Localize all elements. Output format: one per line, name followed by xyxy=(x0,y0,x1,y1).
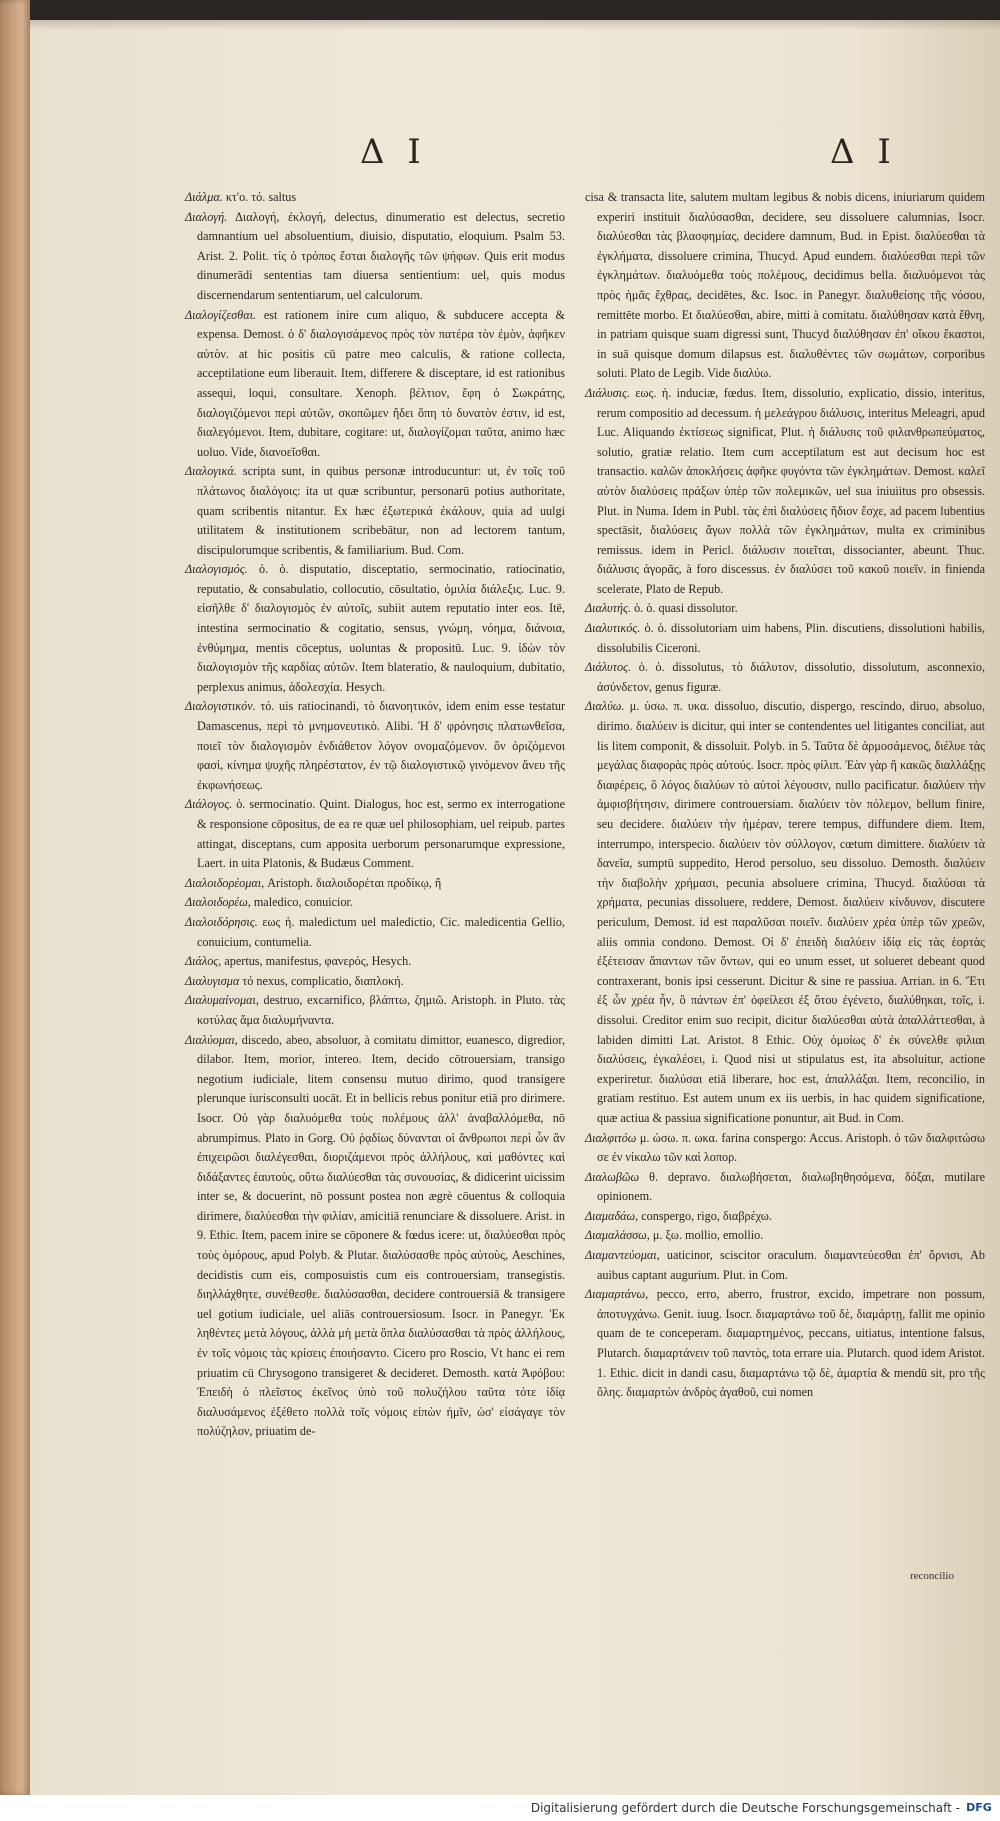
dictionary-entry xyxy=(585,658,985,697)
running-head-left: Δ Ι xyxy=(360,132,427,172)
dictionary-entry xyxy=(185,893,565,913)
entry-lemma: Διαμαντεύομαι, xyxy=(585,1248,660,1263)
entry-lemma: Διάλος, xyxy=(185,954,222,969)
entry-lemma: Διαλοιδόρησις. xyxy=(185,914,258,929)
entry-text: apertus, manifestus, φανερός, Hesych. xyxy=(224,954,412,969)
dictionary-entry xyxy=(185,560,565,697)
dictionary-entry xyxy=(585,1129,985,1168)
entry-text: scripta sunt, in quibus personæ introducuntur: ut, ἐν τοῖς τοῦ πλάτωνος διαλόγοις: ita ut quæ scribuntur, personarū potius authoritate, quam scribentis nitantur. Ex hæc ἐξωτερικά ἐκάλουν, quia ad uulgi utilitatem & institutionem scribebātur, non ad lectorem tantum, discipulorumque scribentis, & familiarium. Bud. Com. xyxy=(197,464,565,557)
dictionary-entry xyxy=(585,599,985,619)
catchword: reconcilio xyxy=(910,1570,954,1582)
book-edge-texture xyxy=(0,0,30,1795)
entry-lemma: Διαλύω. xyxy=(585,699,625,714)
entry-text: ὁ. ὁ. quasi dissolutor. xyxy=(634,601,738,616)
dictionary-entry xyxy=(585,384,985,600)
dictionary-entry xyxy=(585,1285,985,1403)
entry-lemma: Διάλμα. xyxy=(185,190,223,204)
entry-lemma: Διαλογιστικόν. xyxy=(185,699,256,714)
entry-text: ὁ. sermocinatio. Quint. Dialogus, hoc est, sermo ex interrogatione & responsione cōpositus, de ea re quæ uel philosophiam, uel reipub. partes attingat, disceptans, cum apposita uerborum personarumque expressione, Laert. in uita Platonis, & Budæus Comment. xyxy=(197,797,566,871)
dictionary-entry xyxy=(185,697,565,795)
running-head-right: Δ Ι xyxy=(830,132,897,172)
entry-lemma: Διαλφιτόω xyxy=(585,1130,637,1145)
dictionary-entry xyxy=(185,874,565,894)
dictionary-entry xyxy=(185,1031,565,1442)
entry-text: μ. ξω. mollio, emollio. xyxy=(652,1228,764,1243)
entry-lemma: Διάλογος. xyxy=(185,797,233,812)
dictionary-entry xyxy=(185,188,565,208)
entry-lemma: Διαλογισμός. xyxy=(185,562,248,577)
entry-lemma: Διαμαδάω, xyxy=(585,1208,639,1223)
dictionary-entry xyxy=(585,1246,985,1285)
entry-lemma: Διαλωβῶω xyxy=(585,1169,640,1184)
entry-text: εως. ἡ. induciæ, fœdus. Item, dissolutio, explicatio, dissio, interitus, rerum compositio ad decessum. ἡ μελεάγρου διάλυσις, interitus Meleagri, apud Luc. Aliquando ἐκτίσεως significat, Plut. ἡ διάλυσις τοῦ φιλανθρωπεύματος, solutio, gratiæ relatio. Item cum acceptilatum est aut decisum hoc est transactio. καλῶν ἀποκλήσεις ἀφῆκε φυγόντα τῶν ἐγκλημάτων. Demost. καλεῖ αὐτὸν διαλύσεις πράξων ὑπὲρ τῶν πολεμικῶν, uel sua iniuiitus pro obsessis. Plut. in Numa. Idem in Publ. τὰς ἐπὶ διαλύσεις ἥδιον ἔσχε, ad pacem lubentius spectāsit, διαλύσεις ἄγων πολλὰ τῶν ἐγκλημάτων, multa ex criminibus remissus. idem in Pericl. διάλυσιν ποιεῖται, dissocianter, abeunt. Thuc. διάλυσις ἀγορᾶς, à foro discessus. ἐν διαλύσει τοῦ κακοῦ ποιεῖν. in finienda scelerate, Plato de Repub. xyxy=(597,385,986,596)
entry-text: Aristoph. διαλοιδορέται προδίκῳ, ἤ xyxy=(267,875,442,890)
entry-text: τό. uis ratiocinandi, τὸ διανοητικόν, idem enim esse testatur Damascenus, περὶ τὸ μνημονευτικὸ. Alibi. Ἡ δ' φρόνησις πλατωνθεῖσα, ποιεῖ τὸν διαλογισμὸν ἐνδιάθετον λόγον ονομαζόμενον. ὅν ὁριζόμενοι φασὶ, κίνημα ψυχῆς πληρέστατον, ἐν τῷ διαλογιστικῷ γινόμενον ἄνευ τῆς ἐκφωνήσεως. xyxy=(197,699,565,792)
dictionary-page xyxy=(30,20,1000,1795)
dictionary-entry xyxy=(585,697,985,1128)
dictionary-entry xyxy=(185,952,565,972)
book-edge xyxy=(0,0,30,1795)
entry-lemma: Διαλοιδορέομαι, xyxy=(185,875,265,890)
entry-lemma: Διαμαρτάνω, xyxy=(585,1287,649,1302)
dictionary-entry xyxy=(585,1168,985,1207)
entry-lemma: Διαμαλάσσω, xyxy=(585,1228,650,1243)
entry-text: destruo, excarnifico, βλάπτω, ζημιῶ. Aristoph. in Pluto. τὰς κοτύλας ἅμα διαλυμήναντα. xyxy=(197,993,565,1027)
dictionary-entry xyxy=(585,619,985,658)
dictionary-entry xyxy=(185,795,565,873)
entry-text: maledico, conuicior. xyxy=(253,895,353,910)
entry-text: discedo, abeo, absoluor, à comitatu dimittor, euanesco, digredior, dilabor. Item, morior, intereo. Item, decido cōtrouersiam, transigo negotium iudiciale, litem consensu mutuo dirimo, quod transigere plerunque iurisconsulti uocāt. Et in bellicis rebus ponitur etiā pro dirimere. Isocr. Οὐ γὰρ διαλυόμεθα τοὺς πολέμους ἀλλ' ἀναβαλλόμεθα, nō abrumpimus. Plato in Gorg. Οὐ ῥᾳδίως δύνανται οἱ ἄνθρωποι περὶ ὧν ἂν ἐπιχειρῶσι διαλέγεσθαι, διοριζάμενοι πρὸς ἀλλήλους, καὶ μαθόντες καὶ διδάξαντες ἑαυτοὺς, οὕτω διαλύεσθαι τὰς συνουσίας, & didicerint uicissim inter se, & docuerint, nō possunt postea non ægrè cōuentus & colloquia dirimere, διαλύεσθαι τὴν φιλίαν, amicitiā renunciare & dissoluere. Arist. in 9. Ethic. Item, pacem inire se cōponere & fœdus icere: ut, διαλύεσθαι πρὸς τοὺς ὁμόρους, apud Polyb. & Plutar. διαλύσασθε πρὸς αὐτοὺς, Aeschines, decidistis cum eis, composuistis cum eis controuersiam, transegistis. διηλλάχθητε, συνέθεσθε. διαλύσασθαι, decidere controuersiā & transigere uel gotium iudiciale, uel aliās controuersiosum. Isocr. in Panegyr. Ἐκ ληθέντες μετὰ λόγους, ἀλλὰ μὴ μετὰ ὅπλα διαλύσασθαι τὰ πρὸς ἀλλήλους, ἐν τοῖς νόμοις τὰς κρίσεις ἐποιήσαντο. Cicero pro Roscio, Vt hanc ei rem priuatim cū Chrysogono transigeret & decideret. Demosth. κατὰ Ἀφόβου: Ἐπειδὴ ὁ πλεῖστος ἐκεῖνος ὑπὸ τοῦ πολυζήλου ταῦτα τότε ἰδίᾳ διαλυσάμενος ἐξέθετο πολλὰ τοῖς νόμοις εἰπὼν ἡμῖν, ὡσ' εἰσάγαγε τὸν πολύζηλον, priuatim de- xyxy=(197,1032,566,1439)
entry-lemma: Διαλοιδορέω, xyxy=(185,895,251,910)
left-column xyxy=(185,188,565,1442)
entry-text: μ. ώσω. π. ωκα. farina conspergo: Accus. Aristoph. ὁ τῶν διαλφιτώσω σε ἐν νίκαλω τῶν καὶ λοπορ. xyxy=(597,1130,985,1165)
right-column xyxy=(585,188,985,1403)
dictionary-entry xyxy=(185,462,565,560)
entry-lemma: Διαλογή. xyxy=(185,209,228,224)
entry-text: μ. ύσω. π. υκα. dissoluo, discutio, dispergo, rescindo, diruo, absoluo, dirimo. διαλύειν is dicitur, qui inter se contendentes uel litigantes conciliat, aut lis litem componit, & dissoluit. Polyb. in 5. Ταῦτα δὲ ἁρμοσάμενος, διέλυε τὰς μεγάλας διαφορὰς πρὸς αὐτούς. Isocr. πρὸς φίλιπ. Ἐὰν γὰρ ἢ κακῶς διαλλάξῃς διαφέρεις, ὃ λόγος διαλύων τὸ αὐτοὶ λέγουσιν, nullo pacificatur. διαλύειν τὴν ἀμφισβήτησιν, dirimere controuersiam. διαλύειν τὸν πόλεμον, bellum finire, seu decidere. διαλύειν τὴν ἡμέραν, terere tempus, diffundere diem. Item, interrumpo, interspecio. διαλύειν τὸν σύλλογον, cœtum dimittere. διαλύειν τὰ δανεῖα, sumptū suppedito, Herod persoluo, seu dissoluo. Demosth. διαλύειν τὴν διαβολὴν χρήμασι, pecunia absoluere crimina, Thucyd. διαλύσαι τὰ χρήματα, pecunias dissoluere, reddere, Demost. διαλύειν κίνδυνον, discutere periculum, Demost. id est παραλῦσαι ποιεῖν. διαλύειν χρέα ὑπὲρ τῶν χρεῶν, aliis omnia condono. Demost. Οἱ δ' ἐπειδὴ διαλύειν ἰδίᾳ εἰς τὰς ἑορτὰς ἐξέτεισαν ἅπαντων τῶν ὄντων, qui eo unum esset, ut solueret debeant quod contraxerant, bonis ipsi cesserunt. Dicitur & sine re passiua. Arrian. in 6. Ἔτι ἐξ ὧν χρέα ἦν, ὃ πάντων ἐπ' ὀφείλεσι ἐξ ὅτου ἐγένετο, διαλύθηκαι, τοῖς, i. dissolui. Creditor enim suo recipit, dicitur διαλύεσθαι αὐτὰ ἀπαλλάττεσθαι, à labiden dimitti Lat. Aristot. 8 Ethic. Οὐχ ὁμοίως δ' ἐκ σύνελθε φιλιαι διαλύσεις, ἐγκαλέσει, i. Quod nisi ut stipulatus est, ita absoluitur, actione experiretur. διαλύσαι etiā liberare, hoc est, ἀπαλλάξαι. Item, reconcilio, in gratiam restituo. Est autem unum ex iis uerbis, in hac quidem significatione, quæ actiua & passiua significatione ponuntur, ait Bud. in Com. xyxy=(597,699,986,1125)
entry-lemma: Διαλύομαι, xyxy=(185,1032,238,1047)
entry-lemma: Διαλογίζεσθαι. xyxy=(185,307,257,322)
page-top-shadow xyxy=(30,20,1000,30)
entry-lemma: Διαλυγισμα xyxy=(185,973,240,988)
entry-text: ὁ. ὁ. dissolutus, τὸ διάλυτον, dissolutio, dissolutum, asconnexio, ἀσύνδετον, genus figuræ. xyxy=(597,660,985,694)
entry-text: θ. depravo. διαλωβήσεται, διαλωβηθησόμενα, δόξαι, mutilare opinionem. xyxy=(597,1169,985,1204)
dictionary-entry xyxy=(185,972,565,992)
dictionary-entry xyxy=(185,991,565,1030)
dictionary-entry xyxy=(585,1226,985,1246)
entry-lemma: Διαλογικά. xyxy=(185,464,237,479)
entry-text: uaticinor, sciscitor oraculum. διαμαντεύεσθαι ἐπ' ὄρνισι, Ab auibus captant augurium. Plut. in Com. xyxy=(597,1248,985,1282)
dictionary-entry xyxy=(185,913,565,952)
entry-lemma: Διαλυμαίνομαι, xyxy=(185,993,259,1008)
dictionary-entry xyxy=(185,208,565,306)
entry-text: εως ἡ. maledictum uel maledictio, Cic. maledicentia Gellio, conuicium, contumelia. xyxy=(197,914,565,949)
footer-bar xyxy=(0,1795,1000,1821)
entry-lemma: Διαλυτικός. xyxy=(585,621,641,636)
entry-text: ὁ. ὁ. dissolutoriam uim habens, Plin. discutiens, dissolutioni habilis, dissolubilis Ciceroni. xyxy=(597,621,986,655)
dictionary-entry xyxy=(185,306,565,463)
dictionary-entry xyxy=(585,1207,985,1227)
entry-text: conspergo, rigo, διαβρέχω. xyxy=(641,1208,772,1223)
entry-text: cisa & transacta lite, salutem multam legibus & nobis dicens, iniuriarum quidem experiri instituit διαλύσασθαι, decidere, seu dissoluere calumnias, Isocr. διαλύεσθαι τὰς βλασφημίας, decidere damnum, Bud. in Epist. διαλύεσθαι τὰ ἐγκλήματα, dissoluere crimina, Thucyd. Apud eundem. διαλύεσθαι περὶ τῶν ἐγκλημάτων. διαλυόμεθα τοὺς πολέμους, decidimus bella. διαλυόμενοι τὰς πρὸς ἡμᾶς ἔχθρας, decidētes, &c. Isoc. in Panegyr. διαλυθείσης τῆς νόσου, remittēte morbo. Et διαλύεσθαι, abire, mitti à comitatu. διαλύθησαν κατὰ ἔθνη, in patriam quisque suam digressi sunt, Thucyd διαλύθησαν ἐπ' οἴκου ἕκαστοι, in suā quisque domum dilapsus est. διαλυθέντες τῶν σωμάτων, corporibus soluti. Plato de Legib. Vide διαλύω. xyxy=(585,190,985,381)
entry-text: κτ'ο. τό. saltus xyxy=(225,190,297,204)
entry-text: est rationem inire cum aliquo, & subducere accepta & expensa. Demost. ὁ δ' διαλογισάμενος πρὸς τὸν πατέρα τὸν ἐμὸν, ἀφῆκεν αὐτὸν. at hic positis cū patre meo calculis, & ratione collecta, acceptilatione eum liberauit. Item, differere & disceptare, id est rationibus assequi, loqui, consultare. Xenoph. βέλτιον, ἔφη ὁ Σωκράτης, διαλογιζόμενοι περὶ αὐτῶν, σκοπῶμεν ἤδει ὅπη τὸ δυνατὸν ἐστιν, id est, διαλεγόμενοι. Item, dubitare, cogitare: ut, διαλογίζομαι ταῦτα, animo hæc uoluo. Vide, διανοεῖσθαι. xyxy=(197,307,566,459)
entry-lemma: Διάλυσις. xyxy=(585,385,630,400)
dfg-logo: DFG xyxy=(966,1801,992,1814)
dictionary-entry xyxy=(585,188,985,384)
entry-lemma: Διάλυτος. xyxy=(585,660,632,675)
entry-text: Διαλογή, ἐκλογή, delectus, dinumeratio est delectus, secretio damnantium uel absoluentium, diuisio, disputatio, eloquium. Psalm 53. Arist. 2. Polit. τίς ὁ τρόπος ἔσται διαλογῆς τῶν ψήφων. Quis erit modus dinumerādi sententias tam diuersa sentientium: uel, quis modus discernendarum sententiarum, uel calculorum. xyxy=(197,209,565,302)
entry-text: τό nexus, complicatio, διαπλοκή. xyxy=(242,973,404,988)
entry-lemma: Διαλυτής. xyxy=(585,601,632,616)
entry-text: pecco, erro, aberro, frustror, excido, impetrare non possum, ἀποτυγχάνω. Genit. iuug. Isocr. διαμαρτάνω τοῦ δὲ, διαμάρτῃ, fallit me opinio quam de te conceperam. διαμαρτημένος, peccans, uitiatus, intentione falsus, Plutarch. διαμαρτάνειν τοῦ παντὸς, tota errare uia. Plutarch. quod idem Aristot. 1. Ethic. dicit in dandi casu, διαμαρτάνω τῷ δὲ, ἁμαρτία & mendū sit, pro τῆς ὅλης. διαμαρτὼν ἀνδρὸς ἀγαθοῦ, cui nomen xyxy=(597,1287,986,1400)
footer-text: Digitalisierung gefördert durch die Deutsche Forschungsgemeinschaft - xyxy=(530,1801,960,1815)
entry-text: ὁ. ὁ. disputatio, disceptatio, sermocinatio, ratiocinatio, reputatio, & consabulatio, collocutio, cōsultatio, ὁμιλία διάλεξις. Luc. 9. εἰσῆλθε δ' διαλογισμὸς ἐν αὐτοῖς, subiit autem reputatio inter eos. Itē, intestina sermocinatio & cogitatio, sensus, γνώμη, νόημα, διάνοια, ἐνθύμημα, mentis cōceptus, uoluntas & propositū. Luc. 9. ἰδὼν τὸν διαλογισμὸν τῆς καρδίας αὐτῶν. Item blateratio, & nauloquium, dubitatio, perplexus animus, ἀδολεσχία. Hesych. xyxy=(197,562,565,694)
